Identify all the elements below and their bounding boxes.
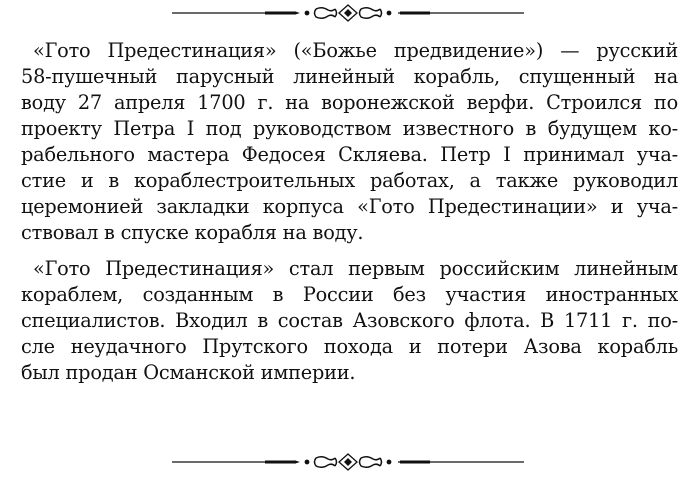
text-line: «Гото Предестинация» стал первым российским линейным [33, 257, 678, 280]
text-line: специалистов. Входил в состав Азовского флота. В 1711 г. по- [21, 309, 678, 332]
text-line: стие и в кораблестроительных работах, а также руководил [21, 169, 678, 192]
top-ornament-divider [170, 3, 526, 23]
paragraph-2 [21, 256, 678, 386]
text-line: был продан Османской империи. [21, 361, 356, 384]
text-line: проекту Петра I под руководством известного в будущем ко- [21, 117, 678, 140]
text-line: церемонией закладки корпуса «Гото Предестинации» и уча- [21, 195, 678, 218]
article-body [21, 38, 678, 396]
text-line: ствовал в спуске корабля на воду. [21, 221, 364, 244]
text-line: сле неудачного Прутского похода и потери Азова корабль [21, 335, 678, 358]
text-line: воду 27 апреля 1700 г. на воронежской верфи. Строился по [21, 91, 678, 114]
text-line: кораблем, созданным в России без участия иностранных [21, 283, 678, 306]
text-line: рабельного мастера Федосея Скляева. Петр I принимал уча- [21, 143, 678, 166]
text-line: «Гото Предестинация» («Божье предвидение») — русский [33, 39, 678, 62]
bottom-ornament-divider [170, 452, 526, 472]
paragraph-1 [21, 38, 678, 246]
text-line: 58-пушечный парусный линейный корабль, спущенный на [21, 65, 678, 88]
